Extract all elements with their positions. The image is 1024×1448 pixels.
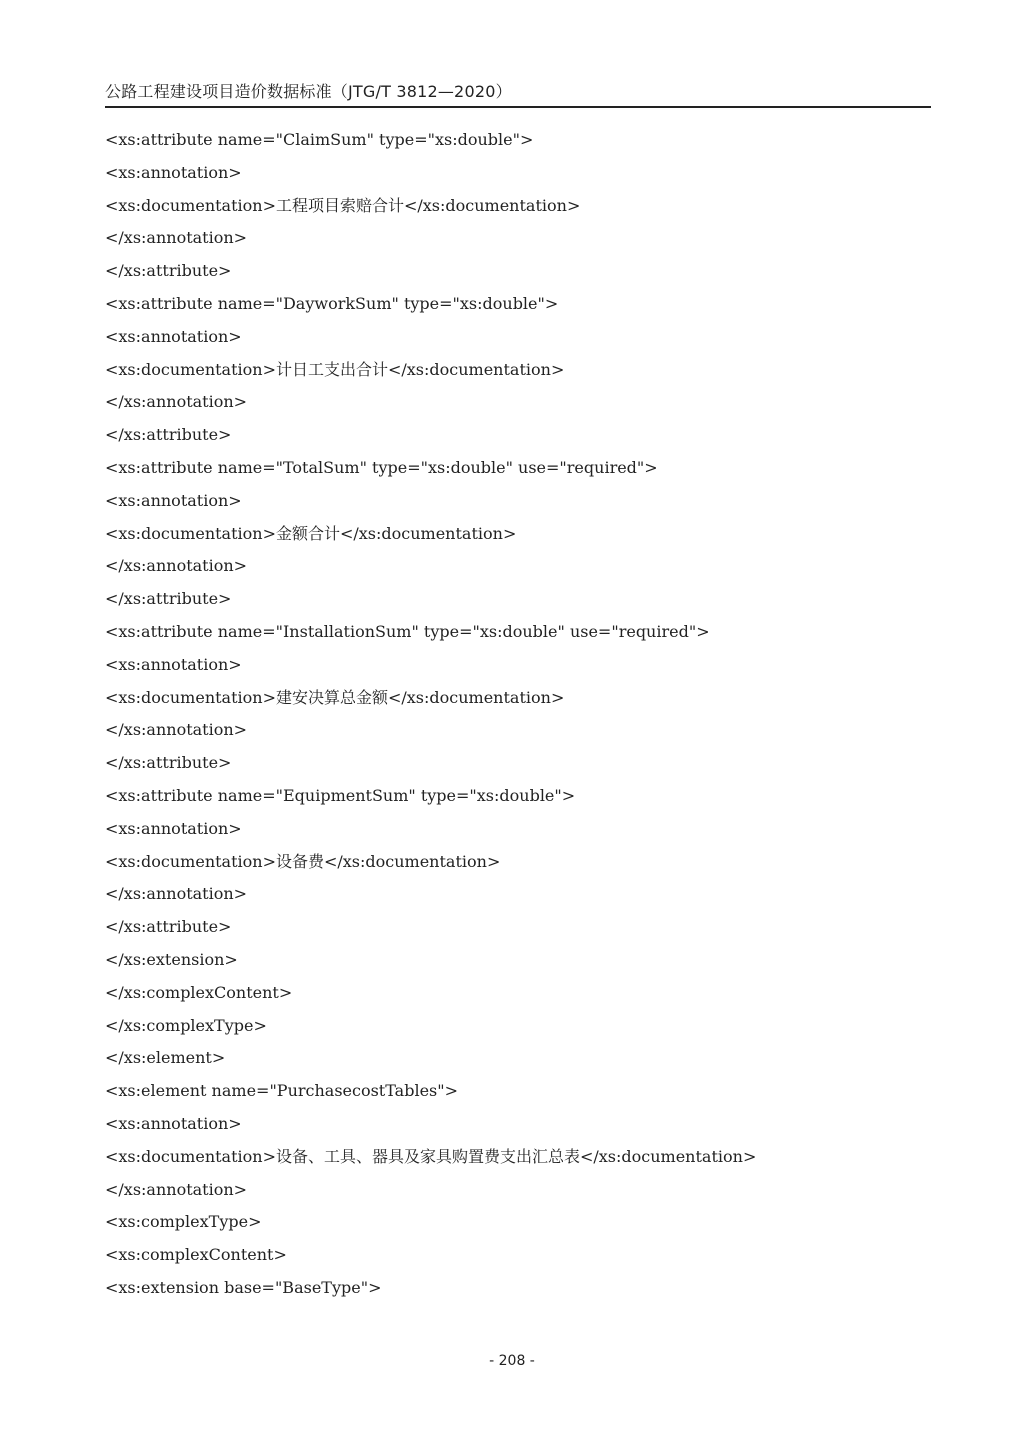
code-line: </xs:annotation> (105, 228, 248, 248)
code-line: <xs:attribute name="DayworkSum" type="xs:double"> (105, 293, 559, 313)
code-line: <xs:element name="PurchasecostTables"> (105, 1081, 459, 1101)
code-line: <xs:documentation>金额合计</xs:documentation> (105, 523, 517, 543)
code-line: </xs:attribute> (105, 753, 232, 773)
code-line: </xs:complexType> (105, 1015, 267, 1035)
page-header (105, 80, 931, 108)
code-line: <xs:attribute name="TotalSum" type="xs:double" use="required"> (105, 457, 658, 477)
page-number: - 208 - (489, 1353, 535, 1369)
code-line: <xs:documentation>设备、工具、器具及家具购置费支出汇总表</xs:documentation> (105, 1146, 757, 1166)
code-line: </xs:annotation> (105, 392, 248, 412)
code-line: <xs:attribute name="EquipmentSum" type="xs:double"> (105, 785, 576, 805)
code-line: </xs:annotation> (105, 556, 248, 576)
code-line: <xs:annotation> (105, 818, 242, 838)
code-line: <xs:annotation> (105, 162, 242, 182)
code-line: </xs:element> (105, 1048, 226, 1068)
code-line: </xs:annotation> (105, 1179, 248, 1199)
code-line: </xs:attribute> (105, 917, 232, 937)
code-line: </xs:extension> (105, 949, 238, 969)
code-line: <xs:extension base="BaseType"> (105, 1277, 382, 1297)
code-line: </xs:attribute> (105, 261, 232, 281)
document-title: 公路工程建设项目造价数据标准（JTG/T 3812—2020） (105, 82, 512, 101)
code-line: <xs:complexType> (105, 1212, 262, 1232)
code-line: <xs:annotation> (105, 654, 242, 674)
code-line: <xs:documentation>建安决算总金额</xs:documentation> (105, 687, 565, 707)
code-line: <xs:annotation> (105, 1113, 242, 1133)
code-line: <xs:attribute name="ClaimSum" type="xs:double"> (105, 130, 534, 149)
code-line: <xs:documentation>工程项目索赔合计</xs:documentation> (105, 195, 581, 215)
code-line: <xs:annotation> (105, 326, 242, 346)
code-line: </xs:annotation> (105, 720, 248, 740)
code-line: <xs:attribute name="InstallationSum" type="xs:double" use="required"> (105, 621, 710, 641)
code-line: </xs:complexContent> (105, 982, 293, 1002)
code-listing (105, 124, 935, 1305)
code-line: </xs:attribute> (105, 589, 232, 609)
code-line: <xs:annotation> (105, 490, 242, 510)
code-line: </xs:annotation> (105, 884, 248, 904)
code-line: <xs:documentation>设备费</xs:documentation> (105, 851, 501, 871)
code-line: <xs:documentation>计日工支出合计</xs:documentation> (105, 359, 565, 379)
code-line: <xs:complexContent> (105, 1245, 287, 1265)
code-line: </xs:attribute> (105, 425, 232, 445)
